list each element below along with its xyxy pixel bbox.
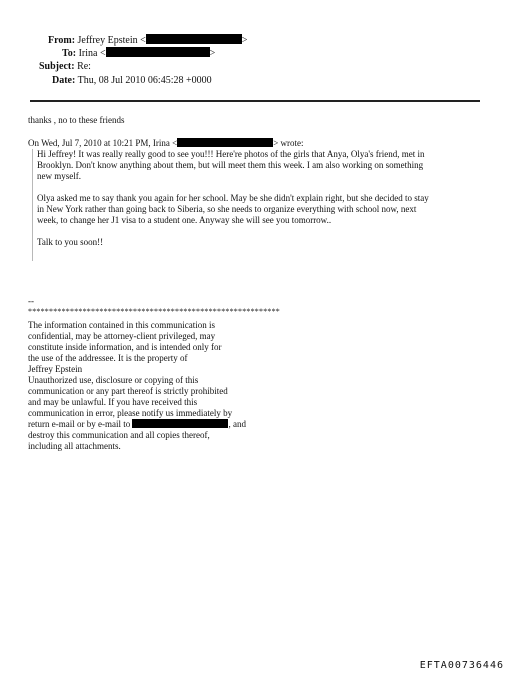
date-value: Thu, 08 Jul 2010 06:45:28 +0000 bbox=[77, 75, 212, 86]
from-value: Jeffrey Epstein < bbox=[77, 35, 146, 46]
quote-p3: Talk to you soon!! bbox=[37, 237, 104, 247]
redaction-bar bbox=[177, 138, 273, 147]
disclaimer-line: the use of the addressee. It is the property of bbox=[28, 353, 188, 363]
from-close: > bbox=[241, 35, 248, 46]
disclaimer-line: The information contained in this communication is bbox=[28, 320, 215, 330]
quote-p2-line: Olya asked me to say thank you again for her school. May be she didn't explain right, but she decided to stay bbox=[37, 193, 429, 203]
signature-stars: ************************************************************ bbox=[28, 307, 280, 316]
header-divider bbox=[30, 100, 480, 102]
quote-p1-line: new myself. bbox=[37, 171, 81, 181]
to-label: To: bbox=[62, 48, 77, 59]
redaction-bar bbox=[132, 419, 228, 428]
to-close: > bbox=[209, 48, 216, 59]
disclaimer-line: communication or any part thereof is strictly prohibited bbox=[28, 386, 228, 396]
quote-intro-pre: On Wed, Jul 7, 2010 at 10:21 PM, Irina < bbox=[28, 138, 178, 148]
from-line bbox=[48, 34, 247, 47]
signature-dashes: -- bbox=[28, 296, 34, 306]
date-label: Date: bbox=[52, 75, 76, 86]
email-line-post: , and bbox=[228, 419, 246, 429]
to-value: Irina < bbox=[78, 48, 106, 59]
quote-intro bbox=[28, 138, 304, 149]
from-label: From: bbox=[48, 35, 76, 46]
disclaimer-line: Unauthorized use, disclosure or copying of this bbox=[28, 375, 199, 385]
quote-p2-line: week, to change her J1 visa to a student one. Anyway she will see you tomorrow.. bbox=[37, 215, 332, 225]
disclaimer-line: Jeffrey Epstein bbox=[28, 364, 83, 374]
to-line bbox=[62, 47, 215, 60]
quote-p1-line: Brooklyn. Don't know anything about them, but will meet them this week. I am also working on something bbox=[37, 160, 424, 170]
disclaimer-line: including all attachments. bbox=[28, 441, 121, 451]
date-line bbox=[52, 74, 212, 87]
disclaimer-line: communication in error, please notify us immediately by bbox=[28, 408, 233, 418]
disclaimer-line: confidential, may be attorney-client privileged, may bbox=[28, 331, 216, 341]
disclaimer-line: and may be unlawful. If you have received this bbox=[28, 397, 198, 407]
redaction-bar bbox=[146, 34, 242, 44]
reply-text: thanks , no to these friends bbox=[28, 115, 125, 125]
quote-p2-line: in New York rather than going back to Siberia, so she needs to organize everything with school now, next bbox=[37, 204, 417, 214]
quote-intro-post: > wrote: bbox=[273, 138, 304, 148]
email-line-pre: return e-mail or by e-mail to bbox=[28, 419, 131, 429]
disclaimer-email-line bbox=[28, 419, 246, 430]
subject-label: Subject: bbox=[39, 61, 75, 72]
disclaimer-line: destroy this communication and all copies thereof, bbox=[28, 430, 210, 440]
quote-bar bbox=[32, 149, 33, 261]
subject-line bbox=[39, 60, 91, 73]
redaction-bar bbox=[106, 47, 210, 57]
subject-value: Re: bbox=[77, 61, 91, 72]
quote-p1-line: Hi Jeffrey! It was really really good to see you!!! Here're photos of the girls that Anya, Olya's friend, met in bbox=[37, 149, 425, 159]
bates-number: EFTA00736446 bbox=[419, 660, 504, 671]
disclaimer-line: constitute inside information, and is intended only for bbox=[28, 342, 222, 352]
